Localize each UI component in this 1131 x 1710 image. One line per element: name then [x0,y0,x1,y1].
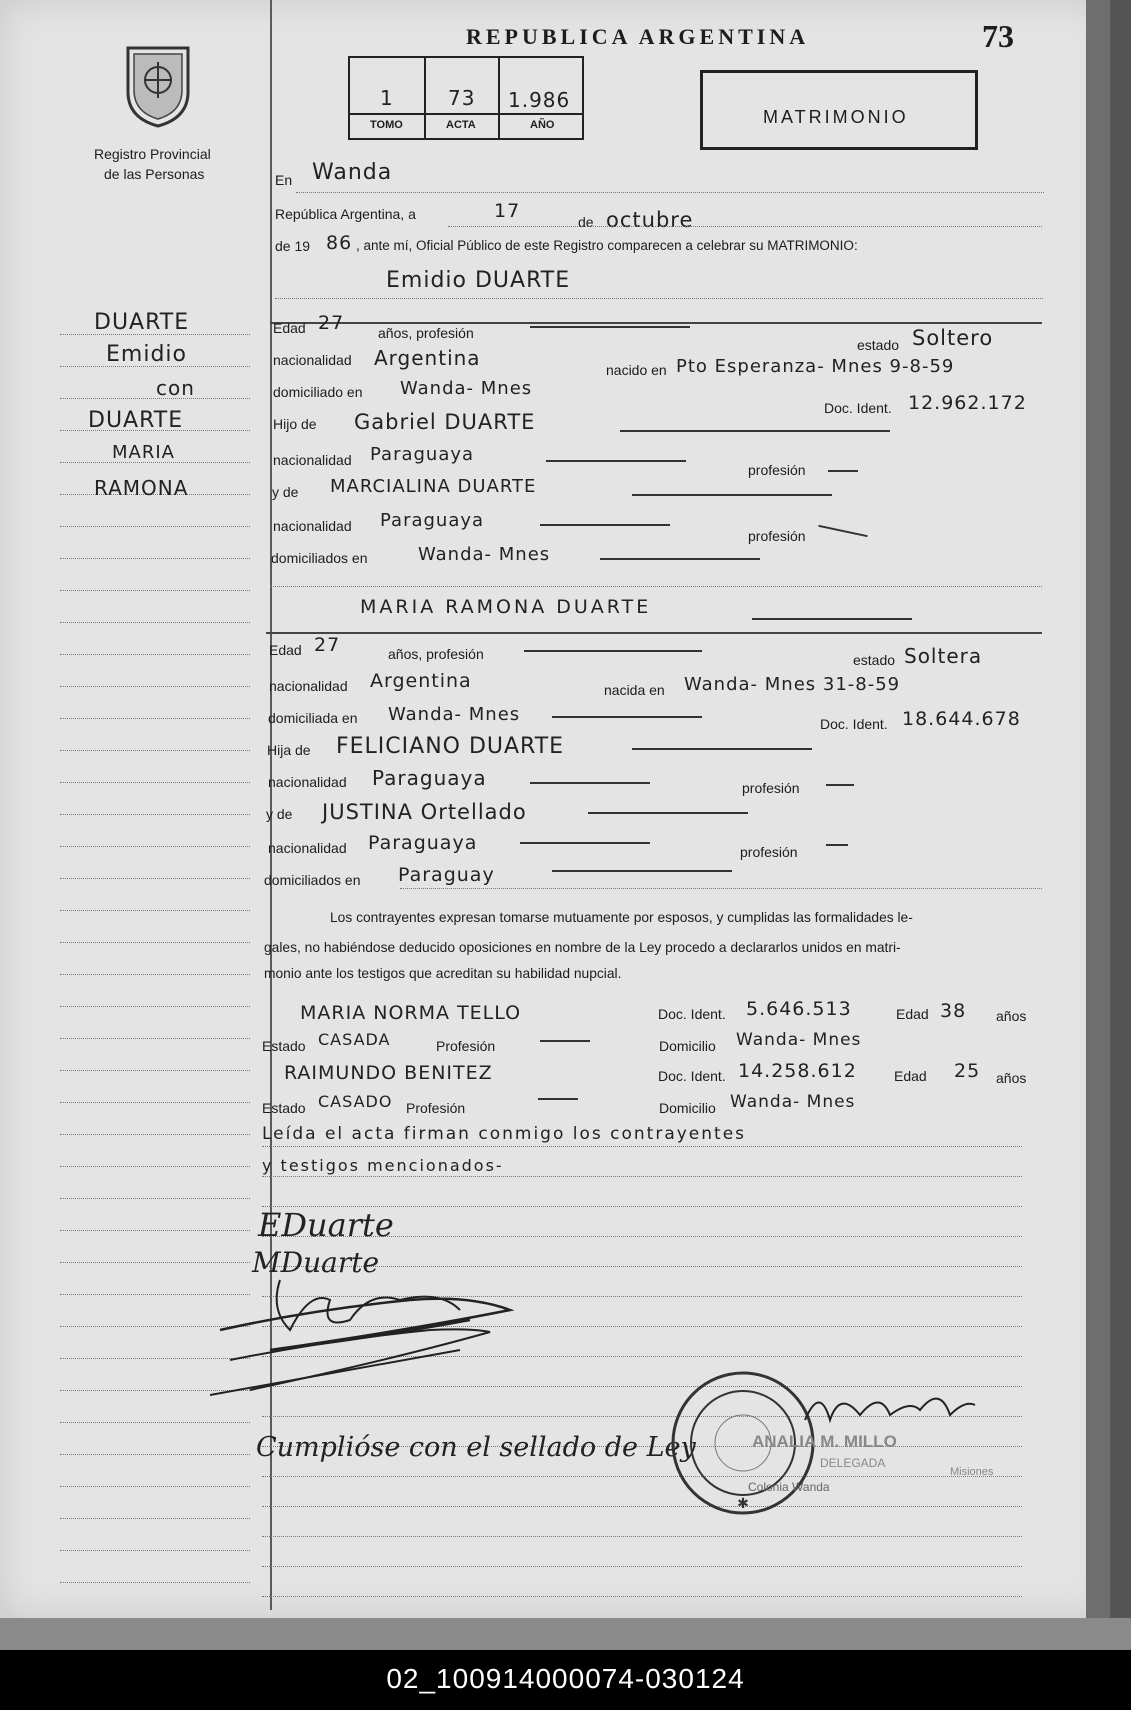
margin-note-surname2: DUARTE [88,408,184,433]
margin-rule-line [60,1550,250,1551]
bride-yde-label: y de [266,806,293,822]
declaration-line1: Los contrayentes expresan tomarse mutuamente por esposos, y cumplidas las formalidades le- [330,910,913,925]
witness2-dom-label: Domicilio [659,1100,716,1116]
margin-rule-line [60,750,250,751]
svg-text:✱: ✱ [737,1496,749,1512]
margin-note-maria: MARIA [112,442,175,463]
bride-father-nac: Paraguaya [372,766,487,790]
groom-mother-prof-label: profesión [748,528,806,544]
margin-rule-line [60,1486,250,1487]
witness1-age: 38 [940,1000,967,1022]
bride-parents-dom-label: domiciliados en [264,872,361,888]
margin-rule-line [60,558,250,559]
witness2-age: 25 [954,1060,981,1082]
margin-rule-line [60,1006,250,1007]
acta-value: 73 [448,86,476,110]
margin-note-ramona: RAMONA [94,476,189,500]
witness1-name: MARIA NORMA TELLO [300,1002,522,1024]
book-binding [1110,0,1131,1618]
bride-estado: Soltera [904,644,983,668]
margin-rule-line [60,654,250,655]
margin-rule-line [60,1582,250,1583]
margin-rule-line [60,1070,250,1071]
margin-rule-line [60,686,250,687]
bride-age: 27 [314,634,341,656]
body-rule-line [262,1476,1022,1477]
witness2-age-label: Edad [894,1068,927,1084]
margin-rule-line [60,782,250,783]
groom-doc: 12.962.172 [908,392,1027,414]
margin-note-surname: DUARTE [94,310,190,335]
groom-father: Gabriel DUARTE [354,410,536,434]
tomo-acta-year-box [348,56,584,140]
official-signature [800,1380,980,1440]
witness1-age-label: Edad [896,1006,929,1022]
day-value: 17 [494,200,521,222]
acta-label: ACTA [446,119,476,131]
bride-father-prof-label: profesión [742,780,800,796]
month-value: octubre [606,208,694,232]
bride-name: MARIA RAMONA DUARTE [360,596,652,618]
bride-father: FELICIANO DUARTE [336,734,565,759]
margin-note-firstname: Emidio [106,342,187,367]
witness1-dom-label: Domicilio [659,1038,716,1054]
margin-note-con: con [156,376,195,400]
body-rule-line [262,1566,1022,1567]
tomo-label: TOMO [370,119,403,131]
registry-name-line2: de las Personas [104,166,205,182]
witness1-doc-label: Doc. Ident. [658,1006,726,1022]
groom-nac: Argentina [374,346,481,370]
sellado-note: Cumplióse con el sellado de Ley [256,1432,696,1463]
groom-nacido-label: nacido en [606,362,667,378]
witness1-estado: CASADA [318,1030,391,1049]
witness1-dom: Wanda- Mnes [736,1030,862,1050]
groom-estado-label: estado [857,337,900,353]
witness2-prof-label: Profesión [406,1100,466,1116]
margin-rule-line [60,1422,250,1423]
bride-dom: Wanda- Mnes [388,704,521,725]
margin-rule-line [60,590,250,591]
witness1-doc: 5.646.513 [746,998,852,1020]
groom-dom-label: domiciliado en [273,384,363,400]
stamp-province: Misiones [950,1466,994,1478]
bride-mother: JUSTINA Ortellado [322,800,527,824]
bride-father-nac-label: nacionalidad [268,774,347,790]
city-value: Wanda [312,160,393,185]
bride-mother-nac-label: nacionalidad [268,840,347,856]
body-rule-line [262,1536,1022,1537]
provincial-seal-icon [118,40,198,128]
bride-doc: 18.644.678 [902,708,1021,730]
groom-anos-label: años, profesión [378,325,474,341]
bride-age-label: Edad [269,642,302,658]
groom-dom: Wanda- Mnes [400,378,533,399]
margin-rule-line [60,910,250,911]
margin-rule-line [60,1454,250,1455]
bride-nacida-label: nacida en [604,682,665,698]
year-prefix-label: de 19 [275,238,311,254]
closing-line2: y testigos mencionados- [262,1156,504,1175]
margin-rule-line [60,1134,250,1135]
page-edge [1086,0,1110,1618]
witness2-estado-label: Estado [262,1100,306,1116]
groom-nac-label: nacionalidad [273,352,352,368]
body-rule-line [262,1506,1022,1507]
bride-estado-label: estado [853,652,896,668]
bride-hija-label: Hija de [267,742,311,758]
groom-father-nac-label: nacionalidad [273,452,352,468]
margin-rule-line [60,846,250,847]
bride-nac: Argentina [370,670,472,692]
bride-mother-prof-label: profesión [740,844,798,860]
groom-name: Emidio DUARTE [386,268,571,293]
margin-rule-line [60,398,250,399]
closing-line1: Leída el acta firman conmigo los contrayentes [262,1124,747,1144]
margin-rule-line [60,526,250,527]
scan-caption: 02_100914000074-030124 [386,1663,745,1694]
margin-rule-line [60,1230,250,1231]
en-label: En [275,172,293,188]
margin-rule-line [60,1166,250,1167]
margin-rule-line [60,942,250,943]
groom-doc-label: Doc. Ident. [824,400,892,416]
body-rule-line [262,1146,1022,1147]
witness1-prof-label: Profesión [436,1038,496,1054]
margin-rule-line [60,1038,250,1039]
groom-age: 27 [318,312,345,334]
witness2-doc: 14.258.612 [738,1060,857,1082]
bride-dom-label: domiciliada en [268,710,358,726]
margin-rule-line [60,1102,250,1103]
groom-mother-nac: Paraguaya [380,510,485,531]
bride-signature: MDuarte [252,1246,380,1279]
margin-rule-line [60,622,250,623]
groom-parents-dom: Wanda- Mnes [418,544,551,565]
witness2-doc-label: Doc. Ident. [658,1068,726,1084]
groom-mother: MARCIALINA DUARTE [330,476,537,497]
stamp-official-name: ANALIA M. MILLO [752,1432,897,1451]
groom-signature: EDuarte [258,1206,394,1244]
witness2-dom: Wanda- Mnes [730,1092,856,1112]
witness2-anos-label: años [996,1070,1027,1086]
groom-father-prof-label: profesión [748,462,806,478]
witness2-estado: CASADO [318,1092,393,1111]
groom-estado: Soltero [912,326,994,350]
witness-signatures-scrawl [210,1270,530,1400]
bride-parents-dom: Paraguay [398,864,495,886]
doc-type-box [700,70,978,150]
de-label: de [578,214,594,230]
doc-type-label: MATRIMONIO [763,107,909,127]
witness1-anos-label: años [996,1008,1027,1024]
margin-rule-line [60,1518,250,1519]
declaration-line3: monio ante los testigos que acreditan su habilidad nupcial. [264,966,622,981]
registry-name-line1: Registro Provincial [94,146,211,162]
groom-parents-dom-label: domiciliados en [271,550,368,566]
margin-rule-line [60,1198,250,1199]
margin-rule-line [60,814,250,815]
intro-tail: , ante mí, Oficial Público de este Registro comparecen a celebrar su MATRIMONIO: [356,238,858,253]
year-label: AÑO [530,119,555,131]
groom-father-nac: Paraguaya [370,444,475,465]
groom-yde-label: y de [272,484,299,500]
tomo-value: 1 [380,86,394,110]
year-value: 1.986 [508,88,571,112]
witness1-estado-label: Estado [262,1038,306,1054]
groom-nacido: Pto Esperanza- Mnes 9-8-59 [676,356,955,377]
groom-age-label: Edad [273,320,306,336]
bride-nacida: Wanda- Mnes 31-8-59 [684,674,901,695]
margin-rule-line [60,974,250,975]
groom-mother-nac-label: nacionalidad [273,518,352,534]
year-suffix-value: 86 [326,232,353,254]
body-rule-line [262,1596,1022,1597]
bride-anos-label: años, profesión [388,646,484,662]
margin-rule-line [60,1262,250,1263]
declaration-line2: gales, no habiéndose deducido oposiciones en nombre de la Ley procedo a declararlos unidos en matri- [264,940,901,955]
bride-doc-label: Doc. Ident. [820,716,888,732]
stamp-official-title: DELEGADA [820,1456,886,1470]
margin-rule-line [60,878,250,879]
page-number: 73 [982,18,1014,54]
bride-mother-nac: Paraguaya [368,832,478,854]
margin-rule-line [60,718,250,719]
bride-nac-label: nacionalidad [269,678,348,694]
groom-hijo-label: Hijo de [273,416,317,432]
witness2-name: RAIMUNDO BENITEZ [284,1062,493,1084]
country-heading: REPUBLICA ARGENTINA [466,24,810,49]
body-rule-line [262,1176,1022,1177]
stamp-place: Colonia Wanda [748,1480,830,1494]
republica-label: República Argentina, a [275,206,416,222]
